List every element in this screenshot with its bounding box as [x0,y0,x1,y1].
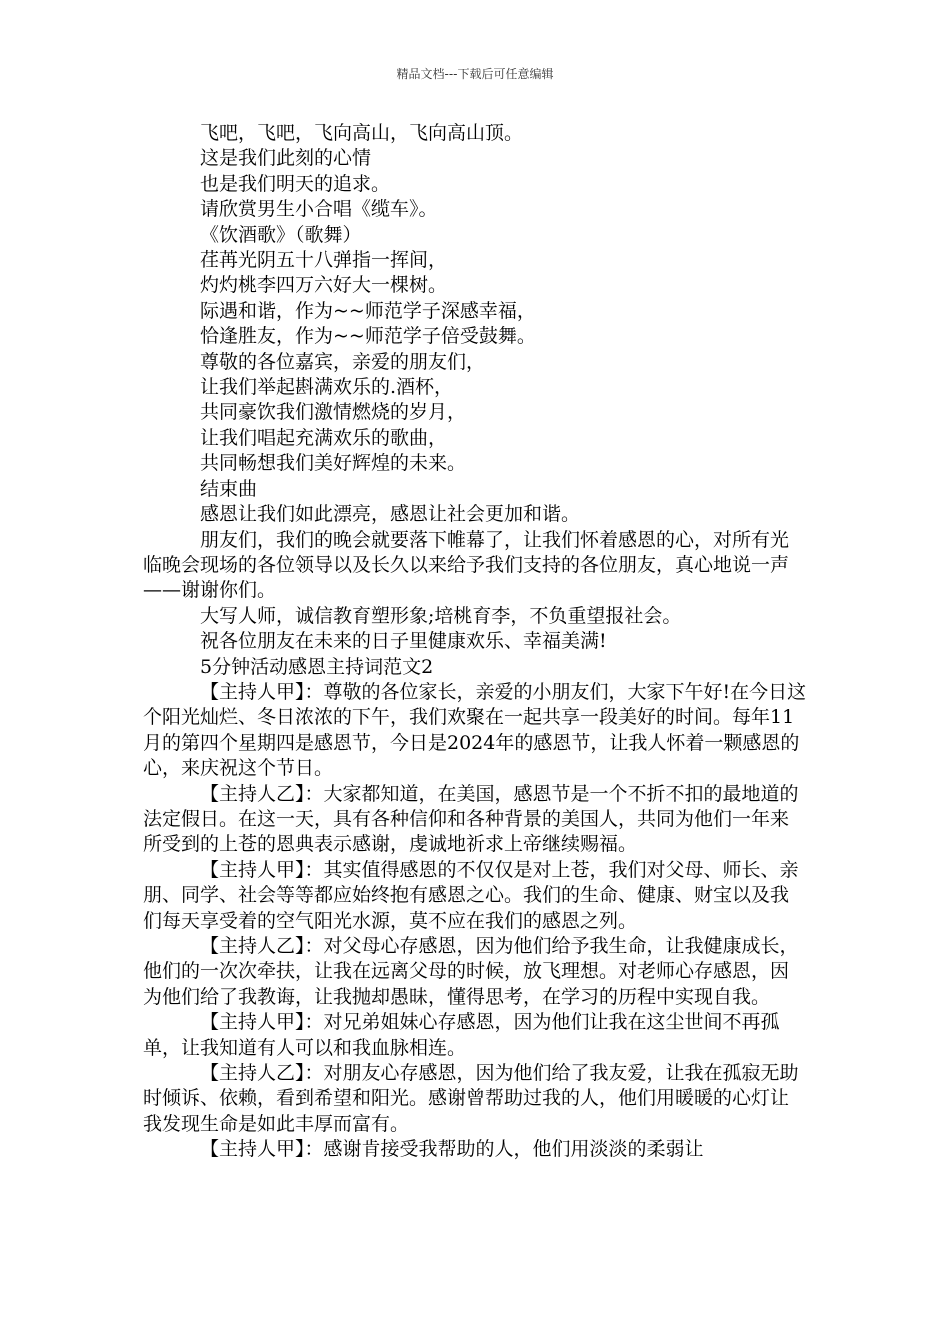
paragraph: 请欣赏男生小合唱《缆车》。 [200,198,438,221]
paragraph: 共同豪饮我们激情燃烧的岁月， [200,401,467,424]
paragraph: 5分钟活动感恩主持词范文2 [200,655,434,678]
paragraph: 荏苒光阴五十八弹指一挥间， [200,249,448,272]
paragraph: 结束曲 [200,477,258,500]
paragraph: 让我们唱起充满欢乐的歌曲， [200,426,448,449]
paragraph: 【主持人甲】：尊敬的各位家长，亲爱的小朋友们，大家下午好!在今日这个阳光灿烂、冬日浓浓的下午，我们欢聚在一起共享一段美好的时间。每年11月的第四个星期四是感恩节，今日是2024年的感恩节，让我人怀着一颗感恩的心，来庆祝这个节日。 [143,680,807,780]
paragraph: 大写人师，诚信教育塑形象;培桃育李，不负重望报社会。 [200,604,682,627]
paragraph: 朋友们，我们的晚会就要落下帷幕了，让我们怀着感恩的心，对所有光临晚会现场的各位领导以及长久以来给予我们支持的各位朋友，真心地说一声——谢谢你们。 [143,528,790,602]
paragraph: 祝各位朋友在未来的日子里健康欢乐、幸福美满! [200,630,607,653]
paragraph: 感恩让我们如此漂亮，感恩让社会更加和谐。 [200,503,581,526]
paragraph: 尊敬的各位嘉宾，亲爱的朋友们， [200,350,486,373]
paragraph: 【主持人甲】：对兄弟姐妹心存感恩，因为他们让我在这尘世间不再孤单，让我知道有人可以和我血脉相连。 [143,1011,780,1059]
page-header: 精品文档---下载后可任意编辑 [396,67,554,81]
paragraph: 飞吧，飞吧，飞向高山，飞向高山顶。 [200,122,524,144]
paragraph: 共同畅想我们美好辉煌的未来。 [200,452,467,475]
paragraph: 【主持人乙】：对父母心存感恩，因为他们给予我生命，让我健康成长，他们的一次次牵扶，让我在远离父母的时候，放飞理想。对老师心存感恩，因为他们给了我教诲，让我抛却愚昧，懂得思考，在学习的历程中实现自我。 [143,935,799,1008]
paragraph: 【主持人乙】：大家都知道，在美国，感恩节是一个不折不扣的最地道的法定假日。在这一天，具有各种信仰和各种背景的美国人，共同为他们一年来所受到的上苍的恩典表示感谢，虔诚地祈求上帝继续赐福。 [143,782,799,856]
paragraph: 际遇和谐，作为~~师范学子深感幸福， [200,299,536,322]
paragraph: 灼灼桃李四万六好大一棵树。 [200,274,448,297]
paragraph: 【主持人乙】：对朋友心存感恩，因为他们给了我友爱，让我在孤寂无助时倾诉、依赖，看到希望和阳光。感谢曾帮助过我的人，他们用暖暖的心灯让我发现生命是如此丰厚而富有。 [143,1062,799,1135]
paragraph: 恰逢胜友，作为~~师范学子倍受鼓舞。 [200,325,536,348]
paragraph: 《饮酒歌》（歌舞） [200,223,362,246]
document-body [143,121,807,1163]
paragraph: 这是我们此刻的心情 [200,147,372,170]
paragraph: 【主持人甲】：感谢肯接受我帮助的人，他们用淡淡的柔弱让 [200,1138,704,1161]
paragraph: 也是我们明天的追求。 [200,172,391,195]
paragraph: 让我们举起斟满欢乐的.酒杯， [200,376,454,399]
paragraph: 【主持人甲】：其实值得感恩的不仅仅是对上苍，我们对父母、师长、亲朋、同学、社会等等都应始终抱有感恩之心。我们的生命、健康、财宝以及我们每天享受着的空气阳光水源，莫不应在我们的感恩之列。 [143,858,799,932]
